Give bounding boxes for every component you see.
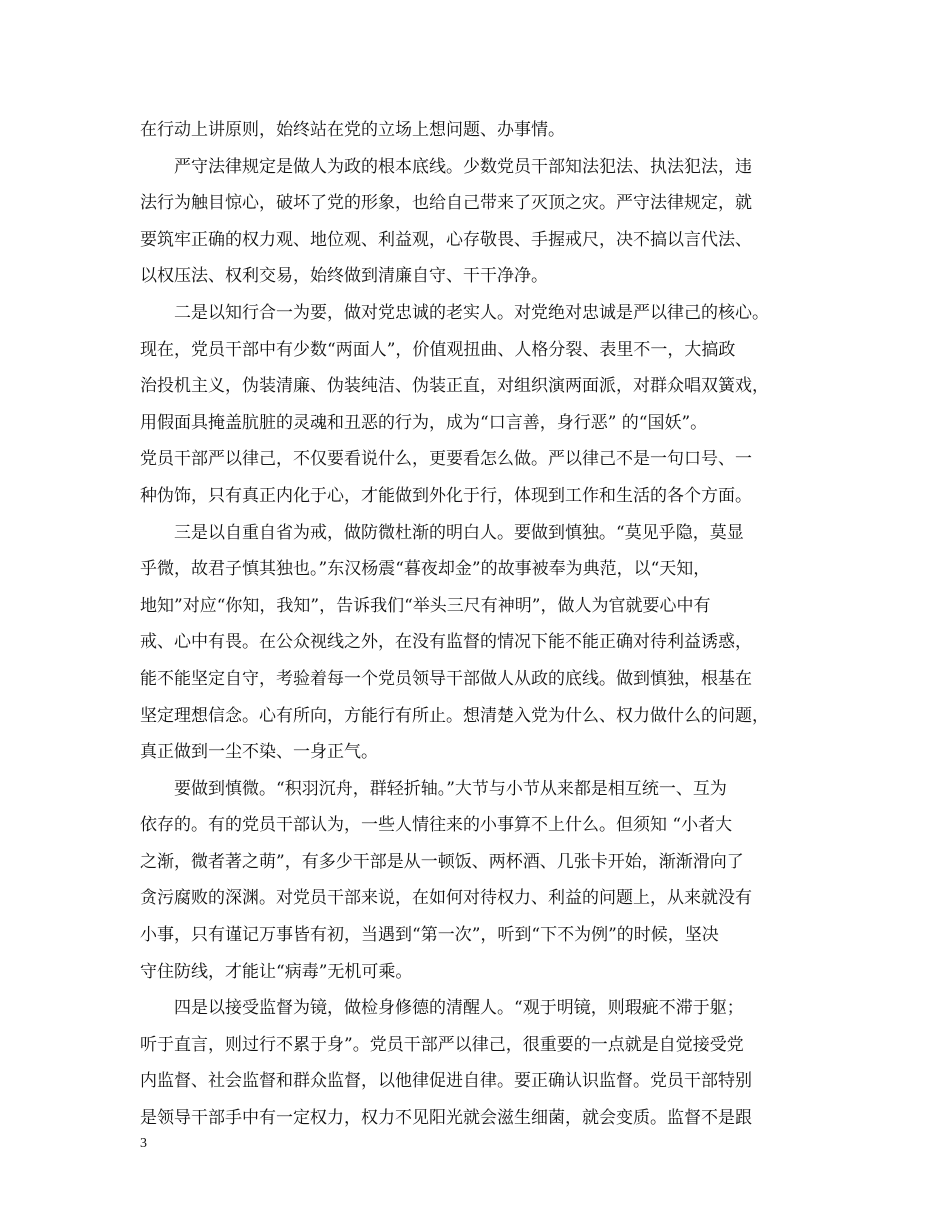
text-line: 法行为触目惊心，破坏了党的形象，也给自己带来了灭顶之灾。严守法律规定，就 — [140, 193, 752, 214]
paragraph — [140, 771, 830, 991]
paragraph — [140, 149, 830, 295]
text-line: 内监督、社会监督和群众监督，以他律促进自律。要正确认识监督。党员干部特别 — [140, 1071, 752, 1092]
text-line: 乎微，故君子慎其独也。”东汉杨震“暮夜却金”的故事被奉为典范，以“天知， — [140, 559, 711, 580]
text-line: 真正做到一尘不染、一身正气。 — [140, 742, 378, 763]
text-line: 戒、心中有畏。在公众视线之外，在没有监督的情况下能不能正确对待利益诱惑， — [140, 632, 752, 653]
text-line: 四是以接受监督为镜，做检身修德的清醒人。“观于明镜，则瑕疵不滞于躯； — [140, 998, 744, 1019]
text-line: 地知”对应“你知，我知”，告诉我们“举头三尺有神明”，做人为官就要心中有 — [140, 595, 711, 616]
text-line: 二是以知行合一为要，做对党忠诚的老实人。对党绝对忠诚是严以律己的核心。 — [140, 302, 769, 323]
text-line: 小事，只有谨记万事皆有初，当遇到“第一次”，听到“下不为例”的时候，坚决 — [140, 925, 719, 946]
text-line: 是领导干部手中有一定权力，权力不见阳光就会滋生细菌，就会变质。监督不是跟 — [140, 1108, 752, 1129]
text-line: 以权压法、权利交易，始终做到清廉自守、干干净净。 — [140, 266, 548, 287]
text-line: 治投机主义，伪装清廉、伪装纯洁、伪装正直，对组织演两面派，对群众唱双簧戏， — [140, 376, 769, 397]
paragraph — [140, 515, 830, 771]
text-line: 贪污腐败的深渊。对党员干部来说，在如何对待权力、利益的问题上，从来就没有 — [140, 888, 752, 909]
text-line: 坚定理想信念。心有所向，方能行有所止。想清楚入党为什么、权力做什么的问题， — [140, 705, 769, 726]
text-line: 三是以自重自省为戒，做防微杜渐的明白人。要做到慎独。“莫见乎隐，莫显 — [140, 522, 744, 543]
text-line: 之渐，微者著之萌”，有多少干部是从一顿饭、两杯酒、几张卡开始，渐渐滑向了 — [140, 851, 744, 872]
text-line: 守住防线，才能让“病毒”无机可乘。 — [140, 961, 413, 982]
page-number: 3 — [140, 1136, 147, 1151]
text-line: 听于直言，则过行不累于身”。党员干部严以律己，很重要的一点就是自觉接受党 — [140, 1034, 744, 1055]
text-line: 要做到慎微。“积羽沉舟，群轻折轴。”大节与小节从来都是相互统一、互为 — [140, 778, 727, 799]
paragraph — [140, 990, 830, 1136]
text-line: 严守法律规定是做人为政的根本底线。少数党员干部知法犯法、执法犯法，违 — [140, 156, 752, 177]
text-line: 种伪饰，只有真正内化于心，才能做到外化于行，体现到工作和生活的各个方面。 — [140, 485, 752, 506]
text-line: 现在，党员干部中有少数“两面人”，价值观扭曲、人格分裂、表里不一，大搞政 — [140, 339, 736, 360]
text-line: 党员干部严以律己，不仅要看说什么，更要看怎么做。严以律己不是一句口号、一 — [140, 449, 752, 470]
paragraph — [140, 112, 830, 149]
text-line: 能不能坚定自守，考验着每一个党员领导干部做人从政的底线。做到慎独，根基在 — [140, 668, 752, 689]
document-body — [140, 112, 830, 1137]
text-line: 依存的。有的党员干部认为，一些人情往来的小事算不上什么。但须知 “小者大 — [140, 815, 733, 836]
text-line: 要筑牢正确的权力观、地位观、利益观，心存敬畏、手握戒尺，决不搞以言代法、 — [140, 229, 752, 250]
text-line: 用假面具掩盖肮脏的灵魂和丑恶的行为，成为“口言善，身行恶” 的“国妖”。 — [140, 412, 708, 433]
paragraph — [140, 295, 830, 515]
text-line: 在行动上讲原则，始终站在党的立场上想问题、办事情。 — [140, 120, 565, 140]
